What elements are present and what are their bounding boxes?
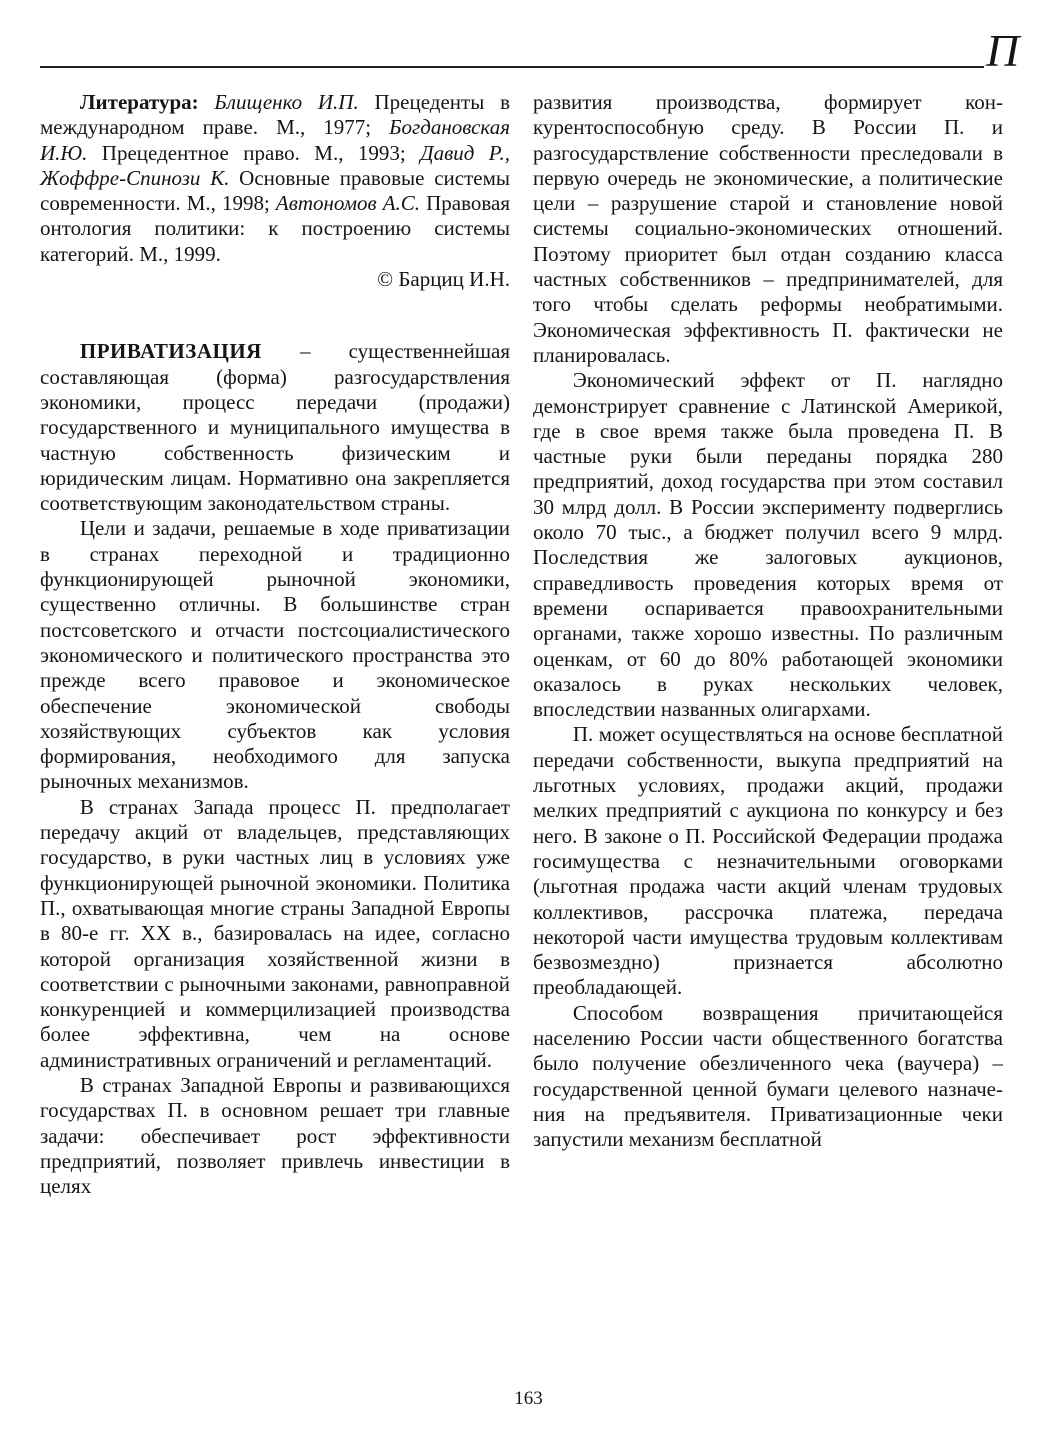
literature-citations (40, 90, 510, 266)
paragraph: В странах Запада процесс П. предполагает передачу акций от владельцев, представляющих государство, в руки частных лиц в условиях уже функционирующей рыночной экономики. Политика П., охватывающая многие страны Западной Европы в 80-е гг. XX в., базировалась на идее, согласно которой организация хозяйственной жизни в соответствии с рыночными законами, равноправной конкуренцией и коммерцилизацией производства более эффективна, чем на основе административных ограничений и регламентаций. (40, 794, 510, 1072)
right-column (533, 90, 1003, 1152)
header-rule (40, 66, 984, 68)
copyright-author: © Барциц И.Н. (377, 267, 510, 292)
citation-text: Основные правовые системы современности. М., 1998; (40, 165, 510, 216)
section-letter: П (986, 25, 1020, 76)
literature-block (40, 90, 510, 267)
paragraph: Экономический эффект от П. наглядно демонстрирует сравнение с Латинской Америкой, где в свое время также была проведена П. В частные руки были переданы порядка 280 предприятий, доход государства при этом составил 30 млрд долл. В России эксперименту подверглись около 70 тыс., а бюджет получил всего 9 млрд. Последствия же залоговых аукционов, справедливость проведения которых время от времени оспаривается правоохранительными органами, также хорошо известны. По различным оценкам, от 60 до 80% работающей экономики оказалось в руках нескольких человек, впоследствии названных олигархами. (533, 368, 1003, 722)
definition-text: – существеннейшая составляющая (форма) разгосударствления экономики, процесс передачи (продажи) государственного и муниципального имущества в частную собственность физическим и юридическим лицам. Нормативно она закрепляется соответствующим законодательством страны. (40, 339, 510, 516)
citation-text: Прецеденты в международном праве. М., 1977; (40, 90, 511, 140)
paragraph: Цели и задачи, решаемые в ходе приватизации в странах переходной и традиционно функционирующей рыночной экономики, существенно отличны. В большинстве стран постсоветского и отчасти постсоциалистического экономического и политического пространства это прежде всего правовое и экономическое обеспечение экономической свободы хозяйствующих субъектов как условия формирования, необходимого для запуска рыночных механизмов. (40, 516, 510, 794)
paragraph-continuation: развития производства, формирует конкурентоспособную среду. В России П. и разгосударствление собственности преследовали в первую очередь не экономические, а политические цели – разрушение старой и становление новой системы социально-экономических отношений. Поэтому приоритет был отдан созданию класса частных собственников – предпринимателей, для того чтобы сделать реформы необратимыми. Экономическая эффективность П. фактически не планировалась. (533, 90, 1003, 367)
citation-text: Правовая онтология политики: к построению системы категорий. М., 1999. (40, 191, 510, 266)
citation-author: Автономов А.С. (275, 191, 421, 216)
paragraph: Способом возвращения причитающейся населению России части общественного богатства было получение обезличенного чека (ваучера) – государственной ценной бумаги целевого назначения на предъявителя. Приватизационные чеки запустили механизм бесплатной (533, 1000, 1003, 1152)
left-column (40, 90, 510, 1199)
page-number: 163 (514, 1388, 543, 1409)
article-definition (40, 339, 510, 516)
citation-author: Давид Р., Жоффре-Спинози К. (40, 140, 510, 190)
article-headword: ПРИВАТИЗАЦИЯ (79, 339, 262, 364)
article-privatization (40, 339, 510, 1199)
citation-text: Прецедентное право. М., 1993; (87, 140, 421, 165)
paragraph: В странах Западной Европы и развивающихся государствах П. в основном решает три главные задачи: обеспечивает рост эффективности предприятий, позволяет привлечь инвестиции в целях (40, 1072, 510, 1199)
citation-author: Блищенко И.П. (214, 90, 359, 114)
paragraph: П. может осуществляться на основе бесплатной передачи собственности, выкупа предприятий на льготных условиях, продажи акций, продажи мелких предприятий с аукциона по конкурсу и без него. В законе о П. Российской Федерации продажа госимущества с незначительными оговорками (льготная продажа части акций членам трудовых коллективов, рассрочка платежа, передача некоторой части имущества трудовым коллективам безвозмездно) признается абсолютно преобладающей. (533, 722, 1003, 1000)
citation-author: Богдановская И.Ю. (40, 115, 510, 165)
literature-label: Литература: (79, 90, 199, 114)
